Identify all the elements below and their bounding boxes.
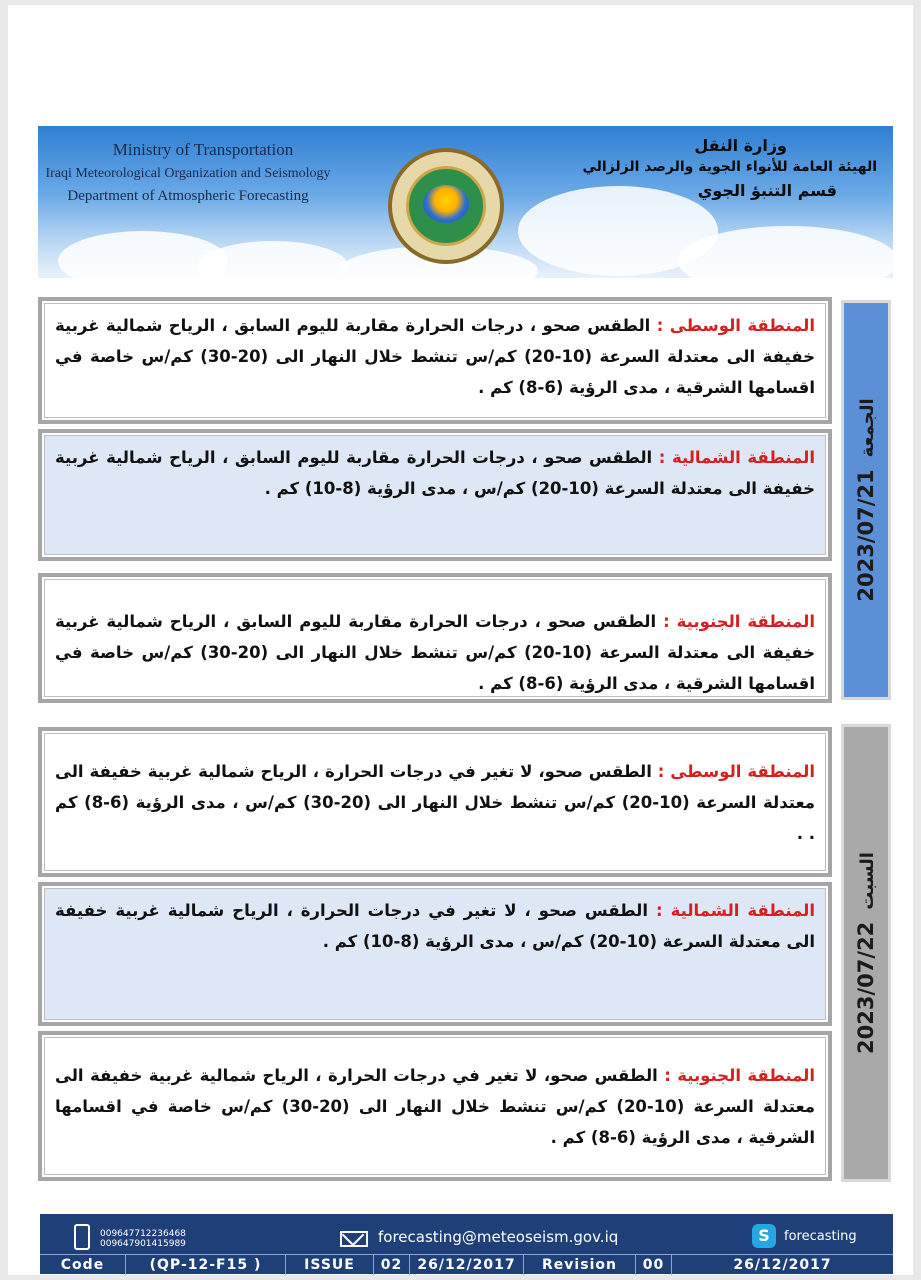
- region-forecast: الطقس صحو ، درجات الحرارة مقاربة لليوم السابق ، الرياح شمالية غربية خفيفة الى معتدلة السرعة (10-20) كم/س تنشط خلال النهار الى (20-30) كم/س خاصة في اقسامها الشرقية ، مدى الرؤية (6-8) كم .: [55, 316, 815, 397]
- revision-number: 00: [636, 1255, 672, 1275]
- issue-label: ISSUE: [286, 1255, 374, 1275]
- day-tab-friday: [841, 300, 891, 700]
- day-name: السبت: [857, 852, 878, 910]
- region-south-day2: [38, 1031, 832, 1181]
- day-name: الجمعة: [857, 398, 878, 458]
- day-tab-saturday: [841, 724, 891, 1182]
- organization-logo: [388, 148, 504, 264]
- revision-label: Revision: [524, 1255, 636, 1275]
- code-label: Code: [40, 1255, 126, 1275]
- region-north-day2: [38, 882, 832, 1026]
- email-link[interactable]: forecasting@meteoseism.gov.iq: [378, 1228, 619, 1246]
- skype-icon: S: [752, 1224, 776, 1248]
- region-south-day1: [38, 573, 832, 703]
- organization-ar: الهيئة العامة للأنواء الجوية والرصد الزلزالي: [582, 159, 877, 175]
- english-header: [38, 138, 338, 205]
- issue-number: 02: [374, 1255, 410, 1275]
- phone-number-2: 009647901415989: [100, 1239, 186, 1249]
- region-forecast: الطقس صحو، لا تغير في درجات الحرارة ، الرياح شمالية غربية خفيفة الى معتدلة السرعة (10-20) كم/س تنشط خلال النهار الى (20-30) كم/س خاصة في اقسامها الشرقية ، مدى الرؤية (6-8) كم .: [55, 1066, 815, 1147]
- footer-bar: [40, 1214, 893, 1274]
- phone-icon: [74, 1224, 90, 1250]
- region-name: المنطقة الجنوبية :: [663, 612, 815, 631]
- department-en: Department of Atmospheric Forecasting: [67, 188, 309, 204]
- region-name: المنطقة الشمالية :: [656, 901, 816, 920]
- organization-en: Iraqi Meteorological Organization and Seismology: [45, 166, 331, 181]
- ministry-en: Ministry of Transportation: [112, 140, 294, 159]
- region-north-day1: [38, 429, 832, 561]
- department-ar: قسم التنبؤ الجوي: [697, 181, 837, 200]
- region-name: المنطقة الشمالية :: [658, 448, 815, 467]
- code-value: (QP-12-F15 ): [126, 1255, 286, 1275]
- phone-number-1: 009647712236468: [100, 1229, 186, 1239]
- region-central-day2: [38, 727, 832, 877]
- skype-handle[interactable]: forecasting: [784, 1229, 857, 1244]
- ministry-ar: وزارة النقل: [694, 136, 787, 155]
- region-forecast: الطقس صحو ، درجات الحرارة مقاربة لليوم السابق ، الرياح شمالية غربية خفيفة الى معتدلة السرعة (10-20) كم/س تنشط خلال النهار الى (20-30) كم/س خاصة في اقسامها الشرقية ، مدى الرؤية (6-8) كم .: [55, 612, 815, 693]
- phone-numbers: [100, 1229, 186, 1249]
- issue-date: 26/12/2017: [410, 1255, 524, 1275]
- day-date: 2023/07/22: [854, 921, 878, 1054]
- revision-date: 26/12/2017: [733, 1257, 832, 1273]
- header-banner: [38, 126, 893, 278]
- region-name: المنطقة الوسطى :: [656, 316, 815, 335]
- region-forecast: الطقس صحو، لا تغير في درجات الحرارة ، الرياح شمالية غربية خفيفة الى معتدلة السرعة (10-20) كم/س تنشط خلال النهار الى (20-30) كم/س ، مدى الرؤية (6-8) كم . .: [55, 762, 815, 843]
- region-central-day1: [38, 297, 832, 424]
- day-date: 2023/07/21: [854, 469, 878, 602]
- mail-icon: [340, 1231, 368, 1247]
- arabic-header: [577, 136, 877, 200]
- region-forecast: الطقس صحو ، درجات الحرارة مقاربة لليوم السابق ، الرياح شمالية غربية خفيفة الى معتدلة السرعة (10-20) كم/س ، مدى الرؤية (8-10) كم .: [55, 448, 815, 498]
- region-name: المنطقة الجنوبية :: [664, 1066, 815, 1085]
- region-name: المنطقة الوسطى :: [657, 762, 815, 781]
- region-forecast: الطقس صحو ، لا تغير في درجات الحرارة ، الرياح شمالية غربية خفيفة الى معتدلة السرعة (10-20) كم/س ، مدى الرؤية (8-10) كم .: [55, 901, 815, 951]
- document-code-row: [40, 1254, 893, 1275]
